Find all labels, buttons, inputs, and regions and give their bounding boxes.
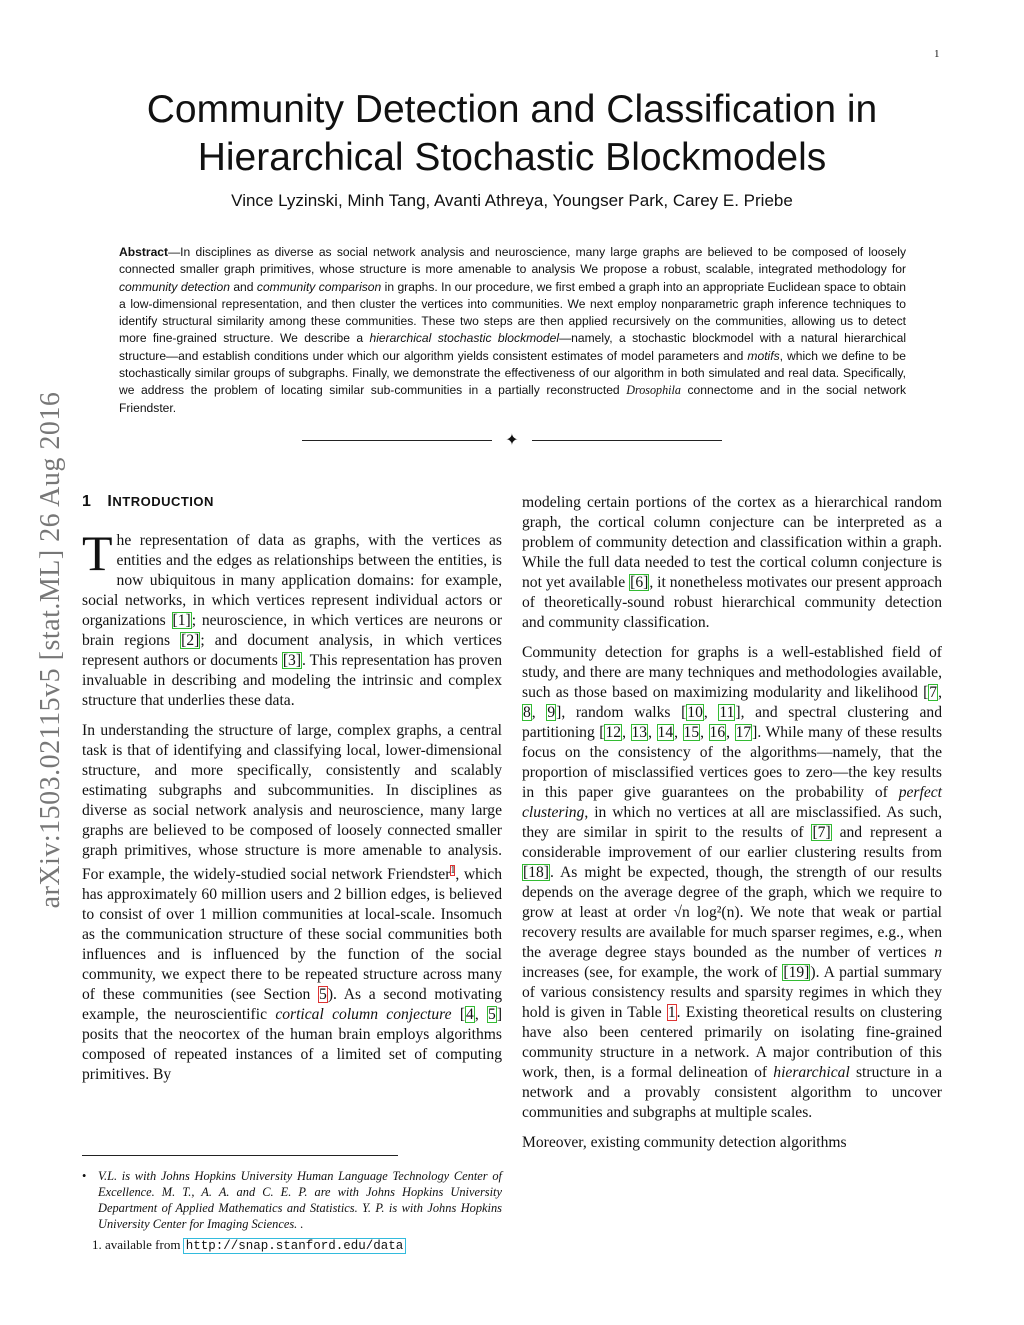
paragraph-text: , which has approximately 60 million users and 2 billion edges, is believed to consist of over 1 million communities at local-scale. Insomuch as the communication structure of these social communities both influences and is influenced by the function of the social community, we expect there to be repeated structure across many of these communities (see Section — [82, 866, 503, 1004]
emphasis: perfect clustering — [522, 784, 942, 821]
paragraph-text: ). A partial summary of various consistency results and sparsity regimes in which they hold is given in Table — [522, 964, 942, 1021]
citation-link[interactable]: 14 — [657, 724, 674, 741]
citation-link[interactable]: [3] — [282, 652, 302, 669]
paragraph-text: , and spectral clustering and partitioning — [522, 704, 942, 741]
paragraph — [522, 493, 942, 633]
arxiv-identifier — [36, 340, 66, 960]
citation-link[interactable]: 7 — [929, 684, 938, 701]
citation-link[interactable]: [18] — [523, 864, 549, 881]
paragraph-text: . This representation has proven invaluable in describing and modeling the intrinsic and complex structure that underlies these data. — [82, 652, 502, 709]
title-line-2: Hierarchical Stochastic Blockmodels — [197, 136, 827, 179]
paragraph: Moreover, existing community detection algorithms — [522, 1134, 847, 1151]
citation-link[interactable]: [2] — [181, 632, 200, 649]
citation-link[interactable]: 8 — [523, 704, 531, 721]
arxiv-id-text: arXiv:1503.02115v5 [stat.ML] 26 Aug 2016 — [35, 391, 66, 909]
citation-link[interactable]: 13 — [631, 724, 648, 741]
citation-link[interactable]: 11 — [719, 704, 735, 721]
citation-link[interactable]: 9 — [547, 704, 556, 721]
citation-link[interactable]: 16 — [709, 724, 726, 741]
abstract — [119, 244, 906, 417]
url-footnote — [92, 1237, 405, 1253]
divider-line-right — [532, 440, 722, 441]
section-link[interactable]: 5 — [319, 986, 327, 1004]
author-list: Vince Lyzinski, Minh Tang, Avanti Athreya, Youngser Park, Carey E. Priebe — [231, 191, 793, 210]
section-number: 1 — [82, 493, 92, 510]
citation-link[interactable]: 17 — [735, 724, 752, 741]
paragraph-text: , in which no vertices at all are misclassified. As such, they are similar in spirit to the results of — [522, 804, 942, 841]
citation-link[interactable]: 4 — [466, 1006, 474, 1024]
paragraph: In understanding the structure of large, complex graphs, a central task is that of identifying and classifying local, lower-dimensional structure, and more specifically, consistently and scalably estimating subgraphs and subcommunities. In disciplines as diverse as social network analysis and neuroscience, many large graphs are believed to be composed of loosely connected smaller graph primitives, whose structure is more amenable to analysis. For example, the widely-studied social network Friendster$^1$, which has approximately 60 million users and 2 billion edges, is believed to consist of over 1 million communities at local-scale. Insomuch as the communication structure of these social communities both influences and is influenced by the function of the social community, we expect there to be repeated structure across many of these communities (see Section 5). As a second motivating example, the neuroscientific cortical column conjecture [4, 5] posits that the neocortex of the human brain employs algorithms composed of repeated instances of a limited set of computing primitives. By — [82, 722, 503, 1084]
citation-link[interactable]: [19] — [783, 964, 810, 981]
abstract-text: in graphs. In our procedure, we first embed a graph into an appropriate Euclidean space to obtain a low-dimensional representation, and then cluster the vertices into communities. We next employ nonparametric graph inference techniques to identify structural similarity among these communities. These two steps are then applied recursively on the communities, allowing us to detect more fine-grained structure. We describe a — [119, 279, 907, 346]
paragraph-text: and represent a considerable improvement of our earlier clustering results from — [522, 824, 942, 861]
page-number: 1 — [934, 48, 940, 60]
paragraph-text: . While many of these results focus on the consistency of the algorithms—namely, that the proportion of misclassified vertices goes to zero—the key results in this paper give guarantees on the probability of — [522, 724, 943, 801]
paper-title — [80, 86, 944, 182]
paragraph-text: . Existing theoretical results on clustering have also been centered primarily on isolating fine-grained community structure in a network. A major contribution of this work, then, is a formal delineation of — [522, 1004, 942, 1081]
paragraph-text: structure in a network and a provably consistent algorithm to uncover communities and subgraphs at multiple scales. — [522, 1064, 942, 1121]
footnote-label: 1. available from — [92, 1237, 184, 1252]
section-title-rest: NTRODUCTION — [112, 494, 214, 509]
abstract-emphasis: hierarchical stochastic blockmodel — [369, 331, 560, 346]
math-expression: √n log²(n) — [673, 904, 740, 921]
abstract-label: Abstract — [119, 245, 169, 259]
drop-cap: T — [82, 525, 113, 581]
paragraph-text: he representation of data as graphs, with the vertices as entities and the edges as relationships between the entities, is now ubiquitous in many application domains: for example, social networks, in which vertices represent individual actors or organizations — [82, 532, 502, 629]
affiliation-footnote — [82, 1168, 502, 1232]
paragraph-text: Community detection for graphs is a well-established field of study, and there are many techniques and methodologies available, such as those based on maximizing modularity and likelihood — [522, 644, 942, 701]
abstract-emphasis: community detection — [119, 279, 230, 294]
citation-link[interactable]: 15 — [683, 724, 700, 741]
paragraph: Community detection for graphs is a well-established field of study, and there are many techniques and methodologies available, such as those based on maximizing modularity and likelihood [7, 8, 9], random walks [10, 11], and spectral clustering and partitioning [12, 13, 14, 15, 16, 17]. While many of these results focus on the consistency of the algorithms—namely, that the proportion of misclassified vertices goes to zero—the key results in this paper give guarantees on the probability of perfect clustering, in which no vertices at all are misclassified. As such, they are similar in spirit to the results of [7] and represent a considerable improvement of our earlier clustering results from [18]. As might be expected, though, the strength of our results depends on the average degree of the graph, which we require to grow at least at order √n log²(n). We note that weak or partial recovery results are available for much sparser regimes, e.g., when the average degree stays bounded as the number of vertices n increases (see, for example, the work of [19]). A partial summary of various consistency results and sparsity regimes in which they hold is given in Table 1. Existing theoretical results on clustering have also been centered primarily on isolating fine-grained community structure in a network. A major contribution of this work, then, is a formal delineation of hierarchical structure in a network and a provably consistent algorithm to uncover communities and subgraphs at multiple scales. — [522, 644, 943, 1121]
paragraph-text: posits that the neocortex of the human brain employs algorithms composed of repeated instances of a limited set of computing primitives. By — [82, 1026, 502, 1084]
divider-star-icon: ✦ — [505, 432, 519, 449]
bullet-icon: • — [82, 1169, 87, 1183]
abstract-emphasis: community comparison — [256, 279, 382, 294]
paragraph-text: ; neuroscience, in which vertices are neurons or brain regions — [82, 612, 503, 649]
footnote-link[interactable]: 1 — [450, 865, 456, 876]
paragraph-text: ; and document analysis, in which vertices represent authors or documents — [82, 632, 503, 669]
affiliation-text: V.L. is with Johns Hopkins University Human Language Technology Center of Excellence. M. T., A. A. and C. E. P. are with Johns Hopkins University Department of Applied Mathematics and Statistics. Y. P. is with Johns Hopkins University Center for Imaging Sciences. . — [98, 1169, 502, 1231]
abstract-text: connectome and in the social network Friendster. — [119, 383, 906, 415]
right-column — [522, 493, 942, 1163]
paragraph-text: . As might be expected, though, the strength of our results depends on the average degree of the graph, which we require to grow at least at order — [522, 864, 942, 921]
paragraph-text: . We note that weak or partial recovery results are available for much sparser regimes, e.g., when the average degree stays bounded as the number of vertices — [522, 904, 942, 961]
citation-link[interactable]: 12 — [605, 724, 622, 741]
left-column — [82, 525, 503, 1095]
math-variable: n — [934, 944, 942, 961]
abstract-emphasis: motifs — [747, 348, 780, 363]
abstract-text: —In disciplines as diverse as social network analysis and neuroscience, many large graphs are believed to be composed of loosely connected smaller graph primitives, whose structure is more amenable to analysis We propose a robust, scalable, integrated methodology for — [119, 245, 906, 277]
paragraph-text: ). As a second motivating example, the neuroscientific — [82, 986, 502, 1024]
title-line-1: Community Detection and Classification in — [146, 88, 878, 131]
emphasis: hierarchical — [773, 1064, 850, 1081]
divider-line-left — [302, 440, 492, 441]
section-heading — [82, 493, 214, 511]
section-title-initial: I — [107, 493, 113, 510]
paragraph-text: increases (see, for example, the work of — [522, 964, 783, 981]
citation-link[interactable]: [7] — [812, 824, 831, 841]
footnote-rule — [82, 1155, 398, 1156]
abstract-text: and — [229, 279, 257, 294]
citation-link[interactable]: [1] — [172, 612, 191, 629]
emphasis: cortical column conjecture — [275, 1006, 452, 1024]
abstract-text: —namely, a stochastic blockmodel with a natural hierarchical structure—and establish conditions under which our algorithm yields consistent estimates of model parameters and — [119, 331, 907, 363]
paragraph-text: modeling certain portions of the cortex as a hierarchical random graph, the cortical column conjecture can be interpreted as a problem of community detection and classification within a graph. While the full data needed to test the cortical column conjecture is not yet available — [522, 494, 942, 591]
citation-link[interactable]: [6] — [630, 574, 649, 591]
paragraph-text: , it nonetheless motivates our present approach of theoretically-sound robust hierarchical community detection and community classification. — [522, 574, 942, 631]
citation-link[interactable]: 5 — [488, 1006, 496, 1024]
section-divider — [302, 432, 722, 450]
paragraph-text: In understanding the structure of large, complex graphs, a central task is that of identifying and classifying local, lower-dimensional structure, and more specifically, consistently and scalably estimating subgraphs and subcommunities. In disciplines as diverse as social network analysis and neuroscience, many large graphs are believed to be composed of loosely connected smaller graph primitives, whose structure is more amenable to analysis. For example, the widely-studied social network Friendster — [82, 722, 502, 884]
paragraph — [82, 525, 503, 711]
footnote-url-link[interactable]: http://snap.stanford.edu/data — [185, 1239, 404, 1253]
citation-link[interactable]: 10 — [687, 704, 703, 721]
paragraph-text: , random walks — [561, 704, 682, 721]
table-link[interactable]: 1 — [667, 1004, 676, 1021]
abstract-emphasis: Drosophila — [626, 383, 681, 398]
abstract-text: , which we define to be stochastically similar groups of subgraphs. Finally, we demonstrate the effectiveness of our algorithm in both simulated and real data. Specifically, we address the problem of locating similar sub-communities in a partially reconstructed — [119, 348, 906, 398]
